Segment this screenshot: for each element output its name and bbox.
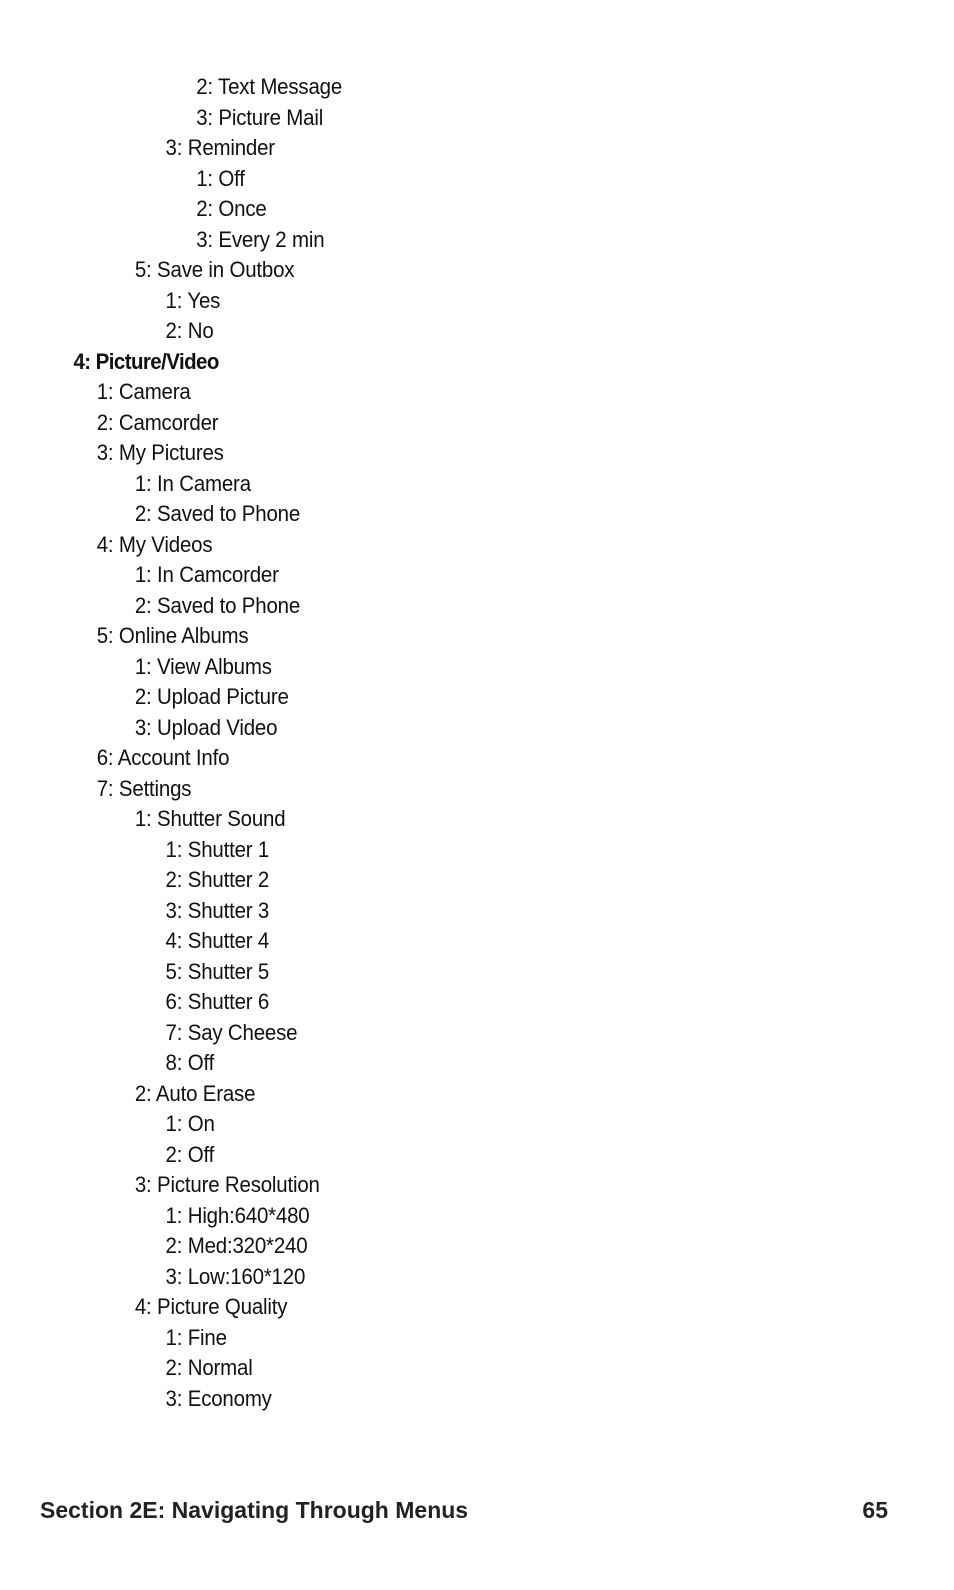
menu-item: 2: Saved to Phone [134, 592, 301, 618]
menu-item: 5: Save in Outbox [134, 257, 295, 282]
menu-item: 4: My Videos [96, 531, 213, 557]
menu-item: 2: Shutter 2 [165, 867, 270, 892]
menu-item: 1: On [165, 1111, 215, 1136]
menu-item: 3: Low:160*120 [165, 1263, 306, 1289]
menu-section-heading: 4: Picture/Video [73, 348, 219, 374]
menu-item: 2: No [165, 318, 214, 343]
menu-item: 3: My Pictures [96, 440, 224, 465]
page-number: 65 [862, 1497, 888, 1523]
section-title: Section 2E: Navigating Through Menus [40, 1497, 469, 1523]
menu-item: 2: Med:320*240 [165, 1233, 308, 1258]
menu-outline [0, 72, 954, 1414]
menu-item: 8: Off [165, 1050, 215, 1075]
menu-item: 4: Picture Quality [134, 1294, 288, 1319]
menu-item: 1: Camera [96, 379, 191, 404]
menu-item: 3: Reminder [165, 135, 275, 160]
menu-item: 1: In Camera [134, 470, 251, 496]
menu-item: 2: Once [196, 196, 267, 221]
menu-item: 2: Off [165, 1141, 215, 1167]
menu-item: 3: Upload Video [134, 714, 278, 740]
menu-item: 2: Normal [165, 1355, 253, 1380]
menu-item: 3: Picture Resolution [134, 1172, 320, 1197]
menu-item: 1: In Camcorder [134, 562, 279, 587]
menu-item: 1: Off [196, 165, 245, 191]
menu-item: 2: Upload Picture [134, 684, 289, 709]
menu-item: 1: Shutter Sound [134, 806, 286, 831]
menu-item: 1: Shutter 1 [165, 836, 270, 862]
menu-item: 1: Yes [165, 287, 221, 313]
menu-item: 3: Every 2 min [196, 226, 325, 252]
menu-item: 6: Account Info [96, 745, 230, 770]
menu-item: 3: Shutter 3 [165, 897, 270, 923]
menu-item: 2: Text Message [196, 74, 343, 99]
menu-item: 7: Say Cheese [165, 1019, 298, 1045]
menu-item: 4: Shutter 4 [165, 928, 270, 953]
menu-item: 2: Saved to Phone [134, 501, 301, 526]
menu-item: 3: Economy [165, 1385, 272, 1411]
menu-item: 2: Camcorder [96, 409, 219, 435]
menu-item: 1: High:640*480 [165, 1202, 310, 1228]
menu-item: 7: Settings [96, 775, 192, 801]
menu-item: 5: Online Albums [96, 623, 249, 648]
menu-item: 2: Auto Erase [134, 1080, 256, 1106]
menu-item: 3: Picture Mail [196, 104, 324, 130]
menu-item: 5: Shutter 5 [165, 958, 270, 984]
menu-item: 6: Shutter 6 [165, 989, 270, 1014]
page-footer [40, 1493, 888, 1527]
menu-item: 1: View Albums [134, 653, 272, 679]
menu-item: 1: Fine [165, 1324, 227, 1350]
